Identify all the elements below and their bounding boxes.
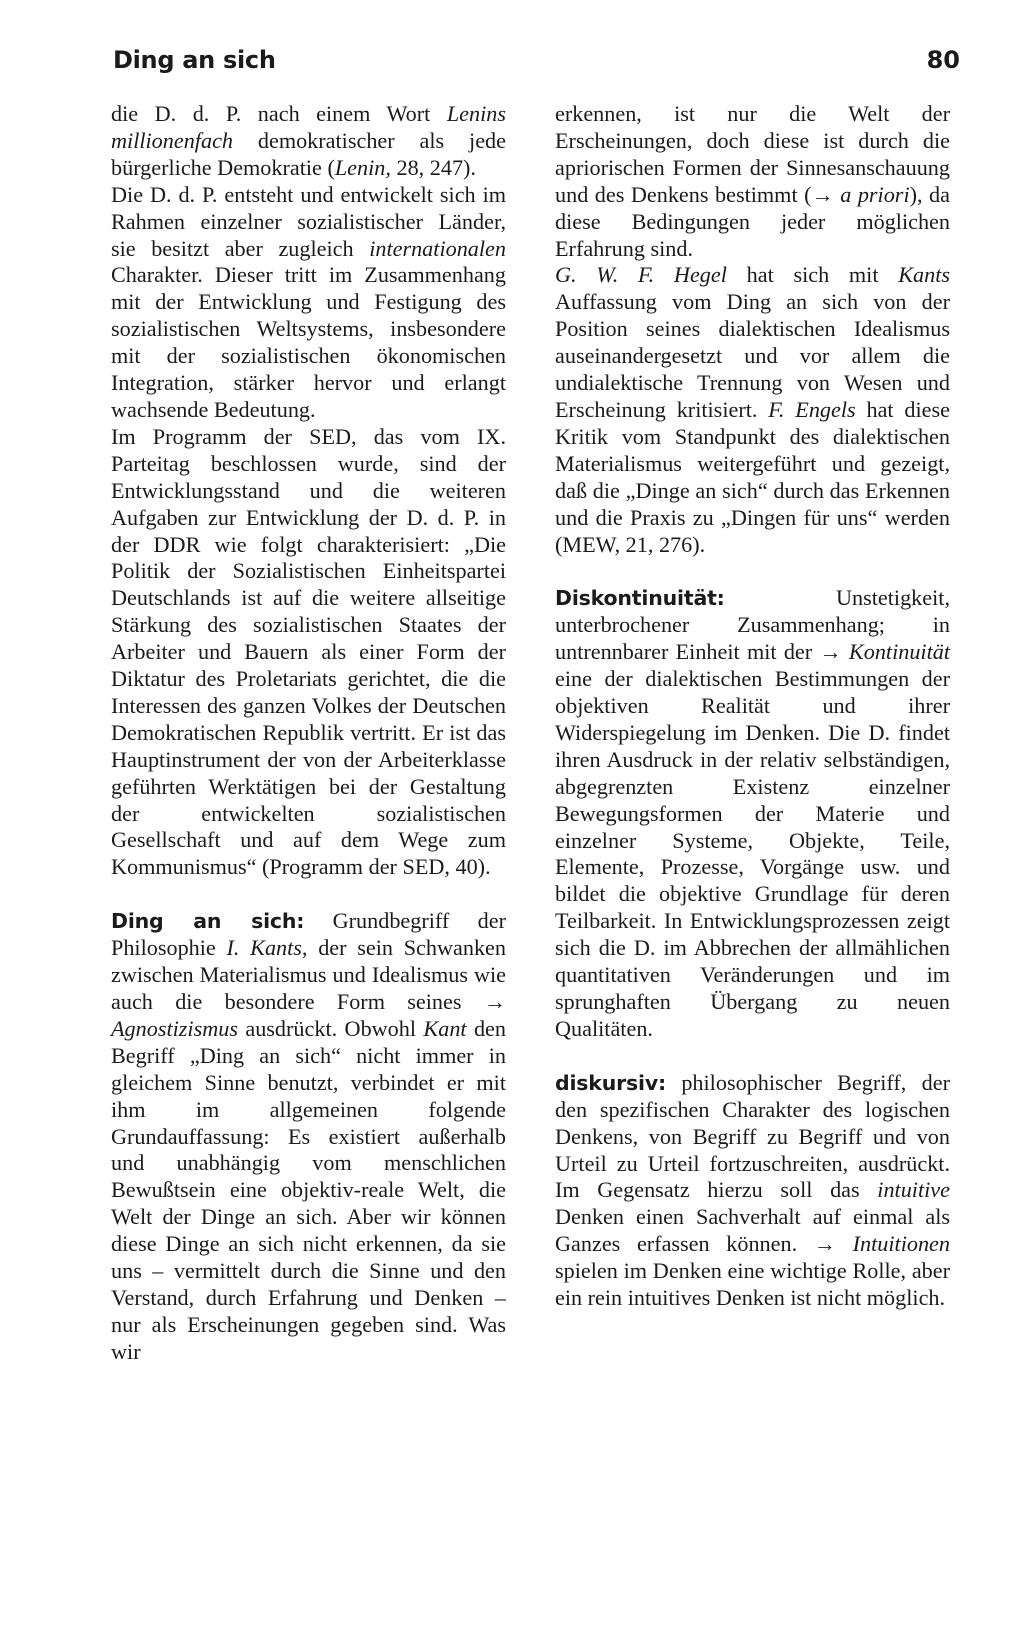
paragraph-hegel: G. W. F. Hegel hat sich mit Kants Auffassung vom Ding an sich von der Position seines dialektischen Idealismus auseinandergesetzt und vor allem die undialektische Trennung von Wesen und Erscheinung kritisiert. F. Engels hat diese Kritik vom Standpunkt des dialektischen Materialismus weitergeführt und gezeigt, daß die „Dinge an sich“ durch das Erkennen und die Praxis zu „Dingen für uns“ werden (MEW, 21, 276). [555,262,951,557]
paragraph-sed-program: Im Programm der SED, das vom IX. Parteitag beschlossen wurde, sind der Entwicklungsstand und die weiteren Aufgaben zur Entwicklung der D. d. P. in der DDR wie folgt charakterisiert: „Die Politik der Sozialistischen Einheitspartei Deutschlands ist auf die weitere allseitige Stärkung des sozialistischen Staates der Arbeiter und Bauern als einer Form der Diktatur des Proletariats gerichtet, die die Interessen des ganzen Volkes der Deutschen Demokratischen Republik vertritt. Er ist das Hauptinstrument der von der Arbeiterklasse geführten Werktätigen bei der Gestaltung der entwickelten sozialistischen Gesellschaft und auf dem Wege zum Kommunismus“ (Programm der SED, 40). [111,423,506,880]
entry-headword: Ding an sich: [111,909,305,934]
entry-diskontinuitaet: Diskontinuität: Unstetigkeit, unterbrochener Zusammenhang; in untrennbarer Einheit mit der → Kontinuität eine der dialektischen Bestimmungen der objektiven Realität und ihrer Widerspiegelung im Denken. Die D. findet ihren Ausdruck in der relativ selbständigen, abgegrenzten Existenz einzelner Bewegungsformen der Materie und einzelner Systeme, Objekte, Teile, Elemente, Prozesse, Vorgänge usw. und bildet die objektive Grundlage für deren Teilbarkeit. In Entwicklungsprozessen zeigt sich die D. im Abbrechen der allmählichen quantitativen Veränderungen und im sprunghaften Übergang zu neuen Qualitäten. [555,585,951,1041]
running-head: Ding an sich [113,46,276,74]
arrow-icon: → [813,1231,836,1257]
paragraph-continuation: die D. d. P. nach einem Wort Lenins millionenfach demokratischer als jede bürgerliche Demokratie (Lenin, 28, 247). [111,101,506,180]
arrow-icon: → [483,989,506,1014]
entry-diskursiv: diskursiv: philosophischer Begriff, der den spezifischen Charakter des logischen Denkens, von Begriff zu Begriff und von Urteil zu Urteil fortzuschreiten, ausdrückt. Im Gegensatz hierzu soll das intuitive Denken einen Sachverhalt auf einmal als Ganzes erfassen können. → Intuitionen spielen im Denken eine wichtige Rolle, aber ein rein intuitives Denken ist nicht möglich. [555,1069,951,1311]
left-column [111,101,506,1366]
entry-headword: Diskontinuität: [555,586,725,611]
entry-ding-an-sich: Ding an sich: Grundbegriff der Philosophie I. Kants, der sein Schwanken zwischen Materialismus und Idealismus wie auch die besondere Form seines → Agnostizismus ausdrückt. Obwohl Kant den Begriff „Ding an sich“ nicht immer in gleichem Sinne benutzt, verbindet er mit ihm im allgemeinen folgende Grundauffassung: Es existiert außerhalb und unabhängig vom menschlichen Bewußtsein eine objektiv-reale Welt, die Welt der Dinge an sich. Aber wir können diese Dinge an sich nicht erkennen, da sie uns – vermittelt durch die Sinne und den Verstand, durch Erfahrung und Denken – nur als Erscheinungen gegeben sind. Was wir [111,908,506,1364]
paragraph-ding-continuation: erkennen, ist nur die Welt der Erscheinungen, doch diese ist durch die apriorischen Formen der Sinnesanschauung und des Denkens bestimmt (→ a priori), da diese Bedingungen jeder möglichen Erfahrung sind. [555,101,950,261]
entry-headword: diskursiv: [555,1070,667,1095]
page-number: 80 [926,46,960,74]
right-column [555,101,950,1312]
paragraph-development: Die D. d. P. entsteht und entwickelt sich im Rahmen einzelner sozialistischer Länder, sie besitzt aber zugleich internationalen Charakter. Dieser tritt im Zusammenhang mit der Entwicklung und Festigung des sozialistischen Weltsystems, insbesondere mit der sozialistischen ökonomischen Integration, stärker hervor und erlangt wachsende Bedeutung. [111,181,506,422]
arrow-icon: → [819,639,842,665]
arrow-icon: → [811,181,834,207]
